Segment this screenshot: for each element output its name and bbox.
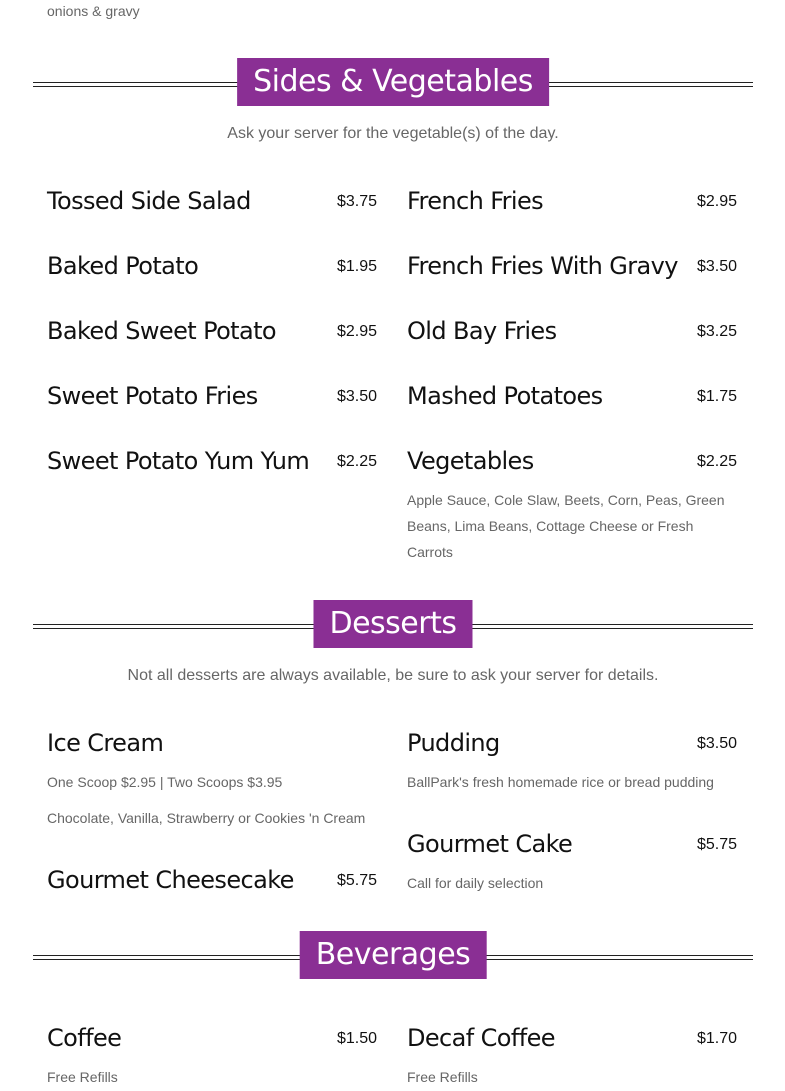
item-price: $2.25 [696, 453, 737, 470]
item-description: One Scoop $2.95 | Two Scoops $3.95 [47, 774, 283, 790]
item-name: Ice Cream [47, 729, 164, 757]
section-title: Sides & Vegetables [237, 58, 549, 106]
item-description: Free Refills [407, 1069, 478, 1085]
item-price: $3.50 [696, 258, 737, 275]
item-name: Sweet Potato Yum Yum [47, 447, 310, 475]
item-price: $3.50 [336, 388, 377, 405]
section-header-desserts [33, 600, 753, 648]
item-name: Decaf Coffee [407, 1024, 555, 1052]
item-name: Baked Potato [47, 252, 199, 280]
section-title: Beverages [300, 931, 487, 979]
item-description: Chocolate, Vanilla, Strawberry or Cookies 'n Cream [47, 810, 366, 826]
item-price: $3.50 [696, 735, 737, 752]
item-description: onions & gravy [47, 3, 140, 19]
item-description: Apple Sauce, Cole Slaw, Beets, Corn, Peas, Green Beans, Lima Beans, Cottage Cheese or Fresh Carrots [407, 492, 725, 560]
item-price: $2.25 [336, 453, 377, 470]
item-name: Coffee [47, 1024, 122, 1052]
item-name: Sweet Potato Fries [47, 382, 258, 410]
item-price: $1.50 [336, 1030, 377, 1047]
section-header-beverages [33, 931, 753, 979]
item-name: Gourmet Cheesecake [47, 866, 294, 894]
item-name: Mashed Potatoes [407, 382, 603, 410]
item-price: $2.95 [696, 193, 737, 210]
item-description: Call for daily selection [407, 875, 544, 891]
item-name: Pudding [407, 729, 500, 757]
item-description: Free Refills [47, 1069, 118, 1085]
item-name: French Fries With Gravy [407, 252, 678, 280]
item-name: Gourmet Cake [407, 830, 573, 858]
section-header-sides [33, 58, 753, 106]
item-price: $1.95 [336, 258, 377, 275]
item-name: French Fries [407, 187, 544, 215]
item-price: $5.75 [336, 872, 377, 889]
item-name: Baked Sweet Potato [47, 317, 276, 345]
item-name: Old Bay Fries [407, 317, 557, 345]
item-price: $1.70 [696, 1030, 737, 1047]
item-description: BallPark's fresh homemade rice or bread pudding [407, 774, 714, 790]
item-name: Tossed Side Salad [47, 187, 251, 215]
item-price: $3.75 [336, 193, 377, 210]
item-price: $3.25 [696, 323, 737, 340]
item-price: $1.75 [696, 388, 737, 405]
section-note: Ask your server for the vegetable(s) of the day. [227, 125, 559, 142]
section-note: Not all desserts are always available, be sure to ask your server for details. [127, 667, 659, 684]
item-price: $2.95 [336, 323, 377, 340]
section-title: Desserts [313, 600, 472, 648]
item-price: $5.75 [696, 836, 737, 853]
item-name: Vegetables [407, 447, 534, 475]
